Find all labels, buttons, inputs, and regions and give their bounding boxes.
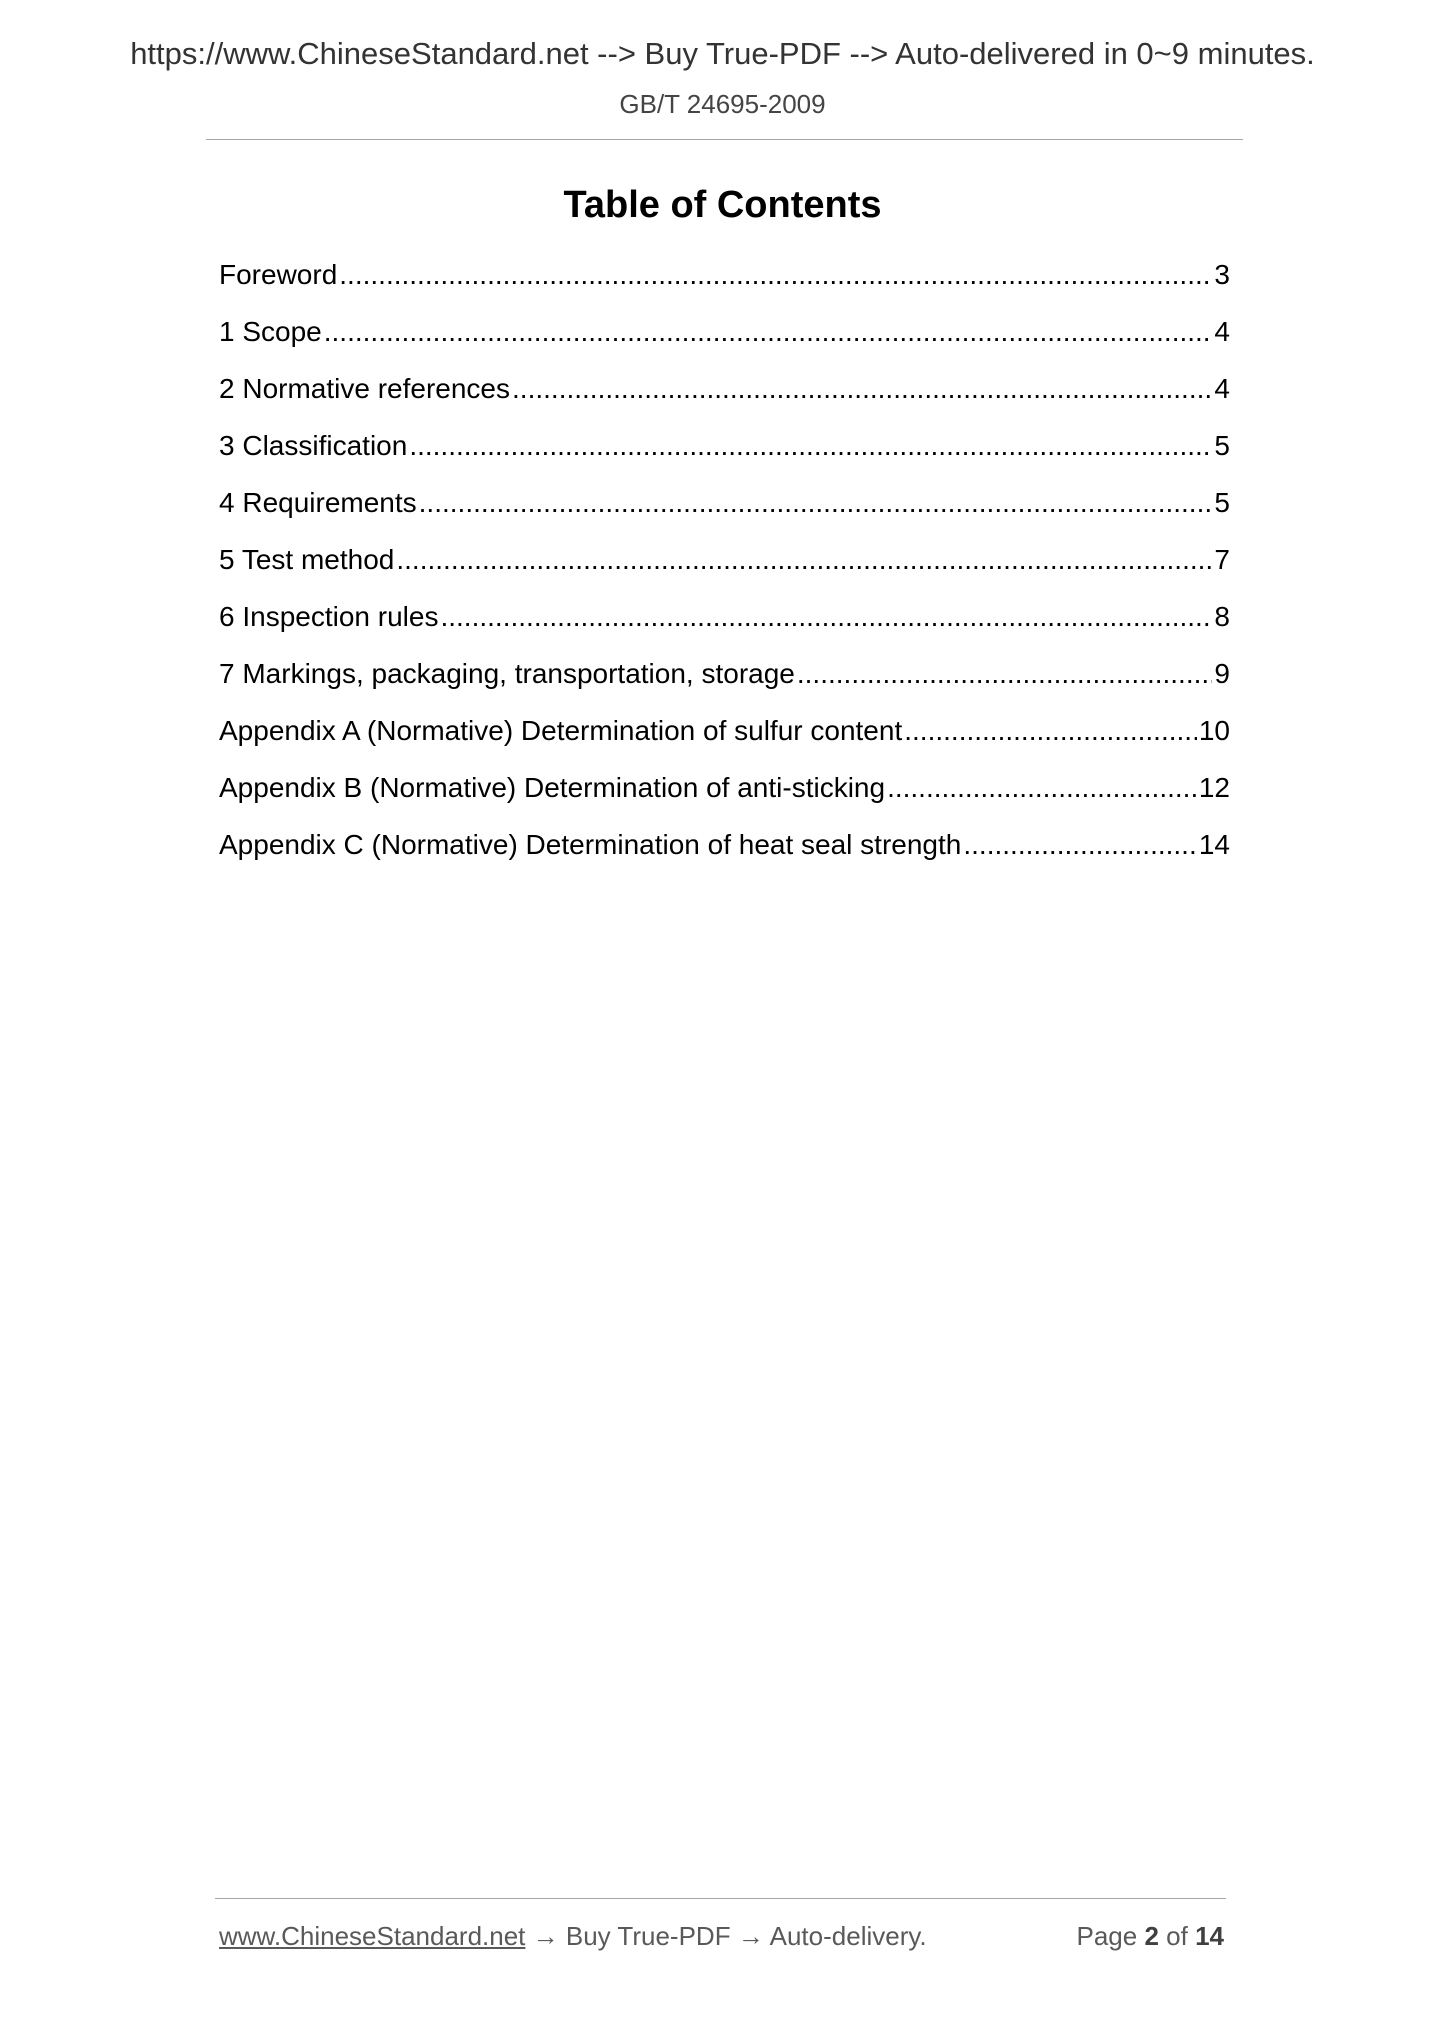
toc-entry-appendix-a[interactable] bbox=[219, 712, 1230, 769]
toc-leader-dots bbox=[324, 313, 1213, 351]
toc-entry-label: 7 Markings, packaging, transportation, storage bbox=[219, 658, 795, 689]
toc-entry-label: Foreword bbox=[219, 259, 338, 290]
toc-entry-page: 12 bbox=[1198, 772, 1230, 803]
toc-leader-dots bbox=[396, 541, 1212, 579]
page-title: Table of Contents bbox=[563, 184, 882, 226]
of-word: of bbox=[1166, 1921, 1188, 1951]
header-divider bbox=[206, 139, 1243, 140]
table-of-contents bbox=[219, 256, 1230, 883]
toc-leader-dots bbox=[440, 598, 1212, 636]
toc-leader-dots bbox=[512, 370, 1212, 408]
toc-entry-label: Appendix B (Normative) Determination of anti-sticking bbox=[219, 772, 886, 803]
toc-entry-page: 4 bbox=[1214, 373, 1230, 404]
header-banner: https://www.ChineseStandard.net --> Buy True-PDF --> Auto-delivered in 0~9 minutes. bbox=[130, 36, 1315, 71]
toc-entry-page: 7 bbox=[1214, 544, 1230, 575]
toc-leader-dots bbox=[419, 484, 1213, 522]
toc-leader-dots bbox=[963, 826, 1196, 864]
toc-entry-page: 4 bbox=[1214, 316, 1230, 347]
toc-entry-page: 5 bbox=[1214, 487, 1230, 518]
toc-entry-label: 4 Requirements bbox=[219, 487, 417, 518]
toc-entry-requirements[interactable] bbox=[219, 484, 1230, 541]
footer-divider bbox=[215, 1898, 1226, 1899]
toc-leader-dots bbox=[904, 712, 1197, 750]
current-page: 2 bbox=[1144, 1921, 1159, 1951]
toc-entry-label: Appendix C (Normative) Determination of heat seal strength bbox=[219, 829, 962, 860]
toc-entry-label: 6 Inspection rules bbox=[219, 601, 439, 632]
footer-site-link[interactable]: www.ChineseStandard.net bbox=[219, 1921, 526, 1951]
toc-entry-label: 5 Test method bbox=[219, 544, 395, 575]
toc-entry-page: 10 bbox=[1198, 715, 1230, 746]
toc-entry-page: 9 bbox=[1214, 658, 1230, 689]
toc-leader-dots bbox=[887, 769, 1197, 807]
footer-delivery-text: Auto-delivery. bbox=[769, 1921, 927, 1951]
toc-entry-scope[interactable] bbox=[219, 313, 1230, 370]
toc-entry-page: 8 bbox=[1214, 601, 1230, 632]
toc-entry-test-method[interactable] bbox=[219, 541, 1230, 598]
toc-entry-page: 3 bbox=[1214, 259, 1230, 290]
toc-entry-label: 3 Classification bbox=[219, 430, 408, 461]
toc-entry-appendix-c[interactable] bbox=[219, 826, 1230, 883]
toc-entry-label: 2 Normative references bbox=[219, 373, 511, 404]
toc-entry-foreword[interactable] bbox=[219, 256, 1230, 313]
arrow-right-icon: → bbox=[737, 1921, 764, 1951]
page-footer bbox=[219, 1921, 1224, 1952]
toc-entry-page: 14 bbox=[1198, 829, 1230, 860]
toc-leader-dots bbox=[797, 655, 1213, 693]
toc-entry-normative-references[interactable] bbox=[219, 370, 1230, 427]
toc-entry-inspection-rules[interactable] bbox=[219, 598, 1230, 655]
toc-leader-dots bbox=[409, 427, 1212, 465]
footer-buy-text: Buy True-PDF bbox=[565, 1921, 731, 1951]
toc-entry-label: 1 Scope bbox=[219, 316, 322, 347]
toc-leader-dots bbox=[339, 256, 1212, 294]
arrow-right-icon: → bbox=[532, 1921, 559, 1951]
total-pages: 14 bbox=[1195, 1921, 1224, 1951]
toc-entry-label: Appendix A (Normative) Determination of sulfur content bbox=[219, 715, 903, 746]
toc-entry-appendix-b[interactable] bbox=[219, 769, 1230, 826]
toc-entry-classification[interactable] bbox=[219, 427, 1230, 484]
toc-entry-markings[interactable] bbox=[219, 655, 1230, 712]
page-number bbox=[1076, 1921, 1224, 1952]
document-code: GB/T 24695-2009 bbox=[619, 89, 826, 119]
toc-entry-page: 5 bbox=[1214, 430, 1230, 461]
page-word: Page bbox=[1076, 1921, 1138, 1951]
